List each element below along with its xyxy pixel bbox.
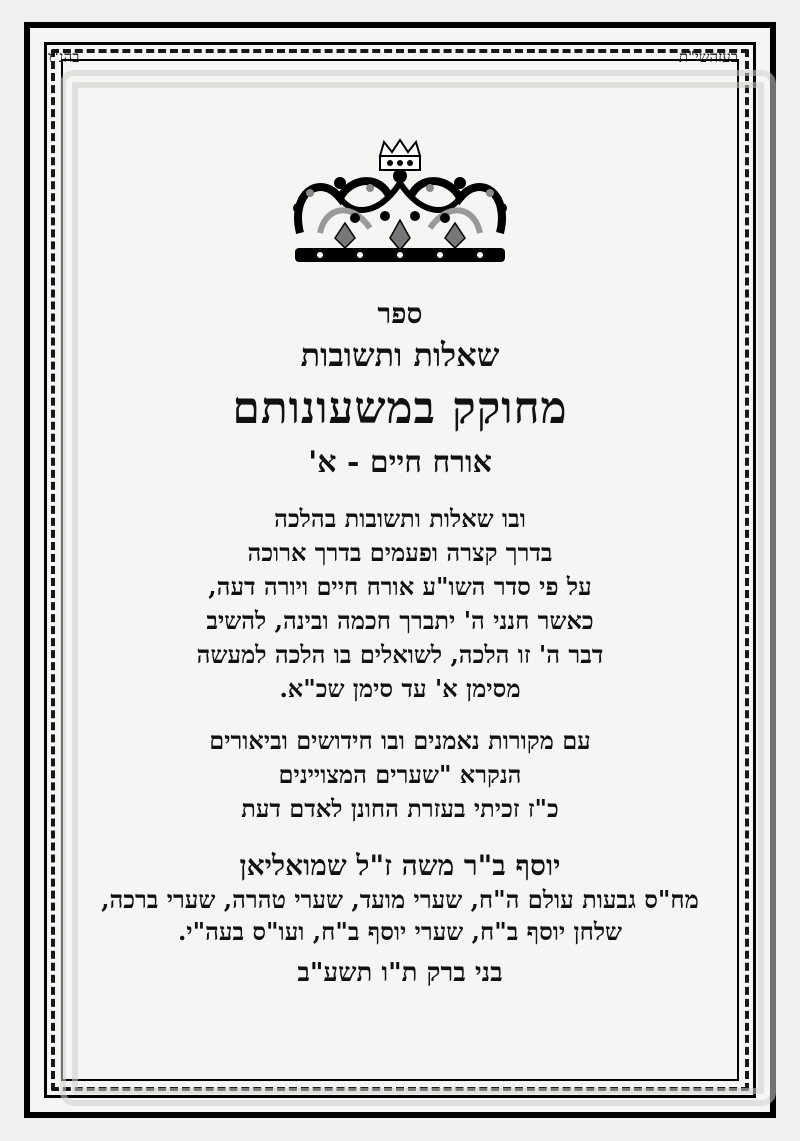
book-title: מחוקק במשעונותם xyxy=(232,383,568,434)
place-and-date: בני ברק ת"ו תשע"ב xyxy=(297,957,503,988)
part-title: אורח חיים - א' xyxy=(308,445,492,480)
dedication-line: כ"ז זכיתי בעזרת החונן לאדם דעת xyxy=(241,793,559,823)
description-line: דבר ה' זו הלכה, לשואלים בו הלכה למעשה xyxy=(196,639,604,669)
header-left-abbrev: בהנ"ו xyxy=(48,48,80,66)
other-books-line: שלחן יוסף ב"ח, שערי יוסף ב"ח, ועו"ס בעה"י. xyxy=(177,916,623,946)
description-line: בדרך קצרה ופעמים בדרך ארוכה xyxy=(247,537,553,567)
sources-line: הנקרא "שערים המצויינים xyxy=(278,759,522,789)
description-line: מסימן א' עד סימן שכ"א. xyxy=(279,673,521,703)
sources-line: עם מקורות נאמנים ובו חידושים וביאורים xyxy=(209,725,591,755)
title-block xyxy=(60,290,740,989)
header-right-abbrev: בעזהשי"ת xyxy=(678,48,738,66)
description-line: על פי סדר השו"ע אורח חיים ויורה דעה, xyxy=(208,571,592,601)
author-name: יוסף ב"ר משה ז"ל שמואליאן xyxy=(239,848,561,882)
sefer-label: ספר xyxy=(377,297,423,330)
series-title: שאלות ותשובות xyxy=(300,336,500,374)
description-line: ובו שאלות ותשובות בהלכה xyxy=(274,503,526,533)
description-line: כאשר חנני ה' יתברך חכמה ובינה, להשיב xyxy=(206,605,594,635)
other-books-line: מח"ס גבעות עולם ה"ח, שערי מועד, שערי טהרה, שערי ברכה, xyxy=(101,884,699,914)
royal-crown-icon xyxy=(280,138,520,273)
